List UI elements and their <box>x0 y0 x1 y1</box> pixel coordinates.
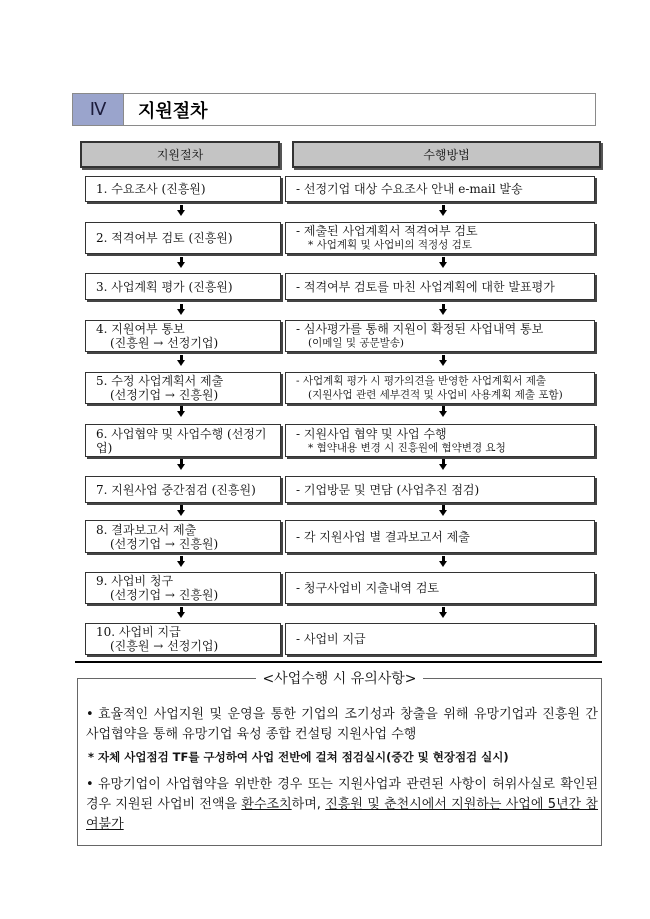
down-arrow-icon <box>439 210 447 216</box>
step-method: - 사업계획 평가 시 평가의견을 반영한 사업계획서 제출 <box>296 375 547 387</box>
notice-text: 유망기업이 사업협약을 위반한 경우 또는 지원사업과 관련된 사항이 허위사실로 확인된 경우 지원된 사업비 전액을 <box>86 777 598 812</box>
section-title: 지원절차 <box>138 100 208 122</box>
down-arrow-icon <box>439 510 447 516</box>
bullet-icon: • <box>86 707 94 722</box>
step-method: - 기업방문 및 면담 (사업추진 점검) <box>296 482 480 497</box>
step-method-note: * 협약내용 변경 시 진흥원에 협약변경 요청 <box>308 441 506 454</box>
down-arrow-icon <box>177 309 185 315</box>
step-flow: (진흥원 → 선정기업) <box>110 336 219 350</box>
notice-subnote: * 자체 사업점검 TF를 구성하여 사업 전반에 걸쳐 점검실시(중간 및 현장점검 실시) <box>88 750 509 764</box>
step-box-right <box>285 520 595 553</box>
step-box-right <box>285 273 595 300</box>
step-method-note: (이메일 및 공문발송) <box>308 337 405 349</box>
down-arrow-icon <box>177 612 185 618</box>
step-box-left <box>85 273 281 300</box>
column-header-method: 수행방법 <box>292 141 601 168</box>
step-flow: (선정기업 → 진흥원) <box>110 536 219 551</box>
step-method: - 적격여부 검토를 마친 사업계획에 대한 발표평가 <box>296 279 555 294</box>
step-method: - 지원사업 협약 및 사업 수행 <box>296 426 447 441</box>
notice-item <box>86 775 598 835</box>
step-box-right <box>285 623 595 655</box>
step-box-right <box>285 572 595 604</box>
down-arrow-icon <box>177 561 185 567</box>
step-method: - 사업비 지급 <box>296 632 366 646</box>
step-label: 7. 지원사업 중간점검 (진흥원) <box>96 482 256 497</box>
step-method: - 청구사업비 지출내역 검토 <box>296 581 440 595</box>
down-arrow-icon <box>439 309 447 315</box>
column-header-procedure: 지원절차 <box>80 141 280 168</box>
step-box-left <box>85 320 281 352</box>
notice-emphasis: 환수조치 <box>241 797 292 812</box>
step-box-left <box>85 372 281 404</box>
step-box-right <box>285 176 595 202</box>
down-arrow-icon <box>177 464 185 470</box>
step-label: 9. 사업비 청구 <box>96 574 174 588</box>
step-box-left <box>85 520 281 553</box>
step-label: 8. 결과보고서 제출 <box>96 522 197 537</box>
bullet-icon: • <box>86 777 94 792</box>
step-box-left <box>85 176 281 202</box>
notice-title: <사업수행 시 유의사항> <box>77 668 602 688</box>
step-box-right <box>285 222 595 254</box>
step-flow: (선정기업 → 진흥원) <box>110 588 219 602</box>
step-label: 5. 수정 사업계획서 제출 <box>96 374 224 388</box>
down-arrow-icon <box>177 510 185 516</box>
step-label: 6. 사업협약 및 사업수행 (선정기업) <box>96 426 267 455</box>
step-box-right <box>285 476 595 503</box>
notice-emphasis: 진흥원 및 춘천시에서 지원하는 사업에 5년간 참여불가 <box>86 797 598 832</box>
down-arrow-icon <box>177 360 185 366</box>
step-flow: (진흥원 → 선정기업) <box>110 639 219 653</box>
step-label: 2. 적격여부 검토 (진흥원) <box>96 231 233 245</box>
step-box-right <box>285 372 595 404</box>
notice-text: 효율적인 사업지원 및 운영을 통한 기업의 조기성과 창출을 위해 유망기업과 진흥원 간 사업협약을 통해 유망기업 육성 종합 컨설팅 지원사업 수행 <box>86 707 598 742</box>
step-method: - 심사평가를 통해 지원이 확정된 사업내역 통보 <box>296 322 544 336</box>
section-number: Ⅳ <box>73 94 124 125</box>
down-arrow-icon <box>439 411 447 417</box>
step-box-left <box>85 476 281 503</box>
down-arrow-icon <box>439 464 447 470</box>
step-box-left <box>85 623 281 655</box>
step-label: 1. 수요조사 (진흥원) <box>96 182 206 196</box>
step-method: - 선정기업 대상 수요조사 안내 e-mail 발송 <box>296 182 523 196</box>
step-method-note: * 사업계획 및 사업비의 적정성 검토 <box>308 239 472 251</box>
separator-line <box>75 661 602 663</box>
notice-item <box>86 705 598 745</box>
down-arrow-icon <box>177 411 185 417</box>
step-box-right <box>285 424 595 457</box>
step-method: - 각 지원사업 별 결과보고서 제출 <box>296 529 470 544</box>
step-box-left <box>85 424 281 457</box>
step-box-right <box>285 320 595 352</box>
section-header <box>72 93 596 126</box>
down-arrow-icon <box>177 262 185 268</box>
step-method-note: (지원사업 관련 세부견적 및 사업비 사용계획 제출 포함) <box>308 389 563 401</box>
down-arrow-icon <box>439 561 447 567</box>
step-method: - 제출된 사업계획서 적격여부 검토 <box>296 224 478 238</box>
down-arrow-icon <box>177 210 185 216</box>
down-arrow-icon <box>439 262 447 268</box>
down-arrow-icon <box>439 360 447 366</box>
step-label: 4. 지원여부 통보 <box>96 322 185 336</box>
step-flow: (선정기업 → 진흥원) <box>110 388 219 402</box>
step-label: 10. 사업비 지급 <box>96 625 181 639</box>
step-box-left <box>85 572 281 604</box>
step-box-left <box>85 222 281 254</box>
notice-text: 하며, <box>291 797 326 812</box>
step-label: 3. 사업계획 평가 (진흥원) <box>96 279 233 294</box>
down-arrow-icon <box>439 612 447 618</box>
